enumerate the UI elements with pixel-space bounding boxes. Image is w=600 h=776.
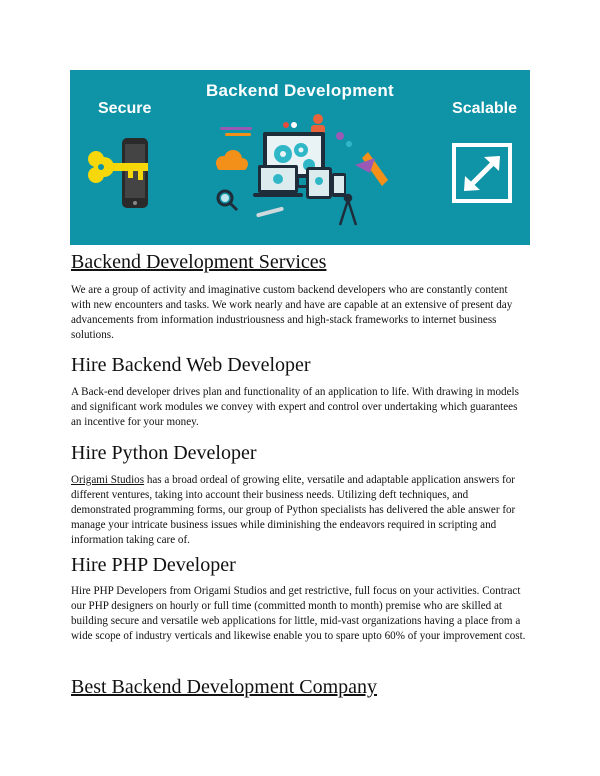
section-body-hire-php: Hire PHP Developers from Origami Studios and get restrictive, full focus on your activities. Contract our PHP designers on hourly or full time (committed month to month) premise who are skilled at building secure and versatile web applications for little, mid-vast organizations having a place from a wide scope of industry verticals and likewise enable you to spare upto 60% of your improvement cost. [71,585,526,642]
compass-icon [340,195,356,225]
pen-icon [225,133,251,136]
section-heading-best-company: Best Backend Development Company [71,676,378,698]
section-body-backend-services: We are a group of activity and imaginative custom backend developers who are constantly content with new encounters and tasks. We work nearly and have are capable at an extensive of present day advancements from information industriousness and high-stack frameworks to internet business solutions. [71,284,513,341]
tablet-icon [306,167,332,199]
laptop-icon [253,165,303,197]
banner-secure-label: Secure [98,100,152,117]
user-icon [311,114,325,134]
banner-title: Backend Development [205,81,395,100]
cloud-icon [216,150,248,170]
pencil-icon [220,127,252,130]
phone-icon [122,138,148,208]
wrench-icon [256,206,284,217]
section-heading-backend-services: Backend Development Services [71,251,327,273]
magnifier-icon [218,191,237,210]
section-heading-hire-python: Hire Python Developer [71,442,257,464]
section-heading-hire-backend: Hire Backend Web Developer [71,354,311,376]
smartphone-icon [332,173,346,197]
gear-icon [336,132,344,140]
section-body-hire-backend: A Back-end developer drives plan and functionality of an application to life. With drawing in models and significant work modules we convey with expert and control over undertaking which guarantees an incentive for your money. [71,386,519,428]
section-heading-hire-php: Hire PHP Developer [71,554,236,576]
banner-image [70,70,530,245]
banner-scalable-label: Scalable [452,100,517,117]
expand-arrows-icon [452,143,512,203]
section-body-hire-python [71,473,529,548]
python-body-text: has a broad ordeal of growing elite, versatile and adaptable application answers for different ventures, taking into account their business needs. Utilizing deft techniques, and demonstrated programming forms, our group of Python specialists has delivered the able answer for manage your intricate business issues while diminishing the endeavors required in scripting and information taking care of. [71,474,516,546]
origami-studios-link[interactable]: Origami Studios [71,474,145,486]
